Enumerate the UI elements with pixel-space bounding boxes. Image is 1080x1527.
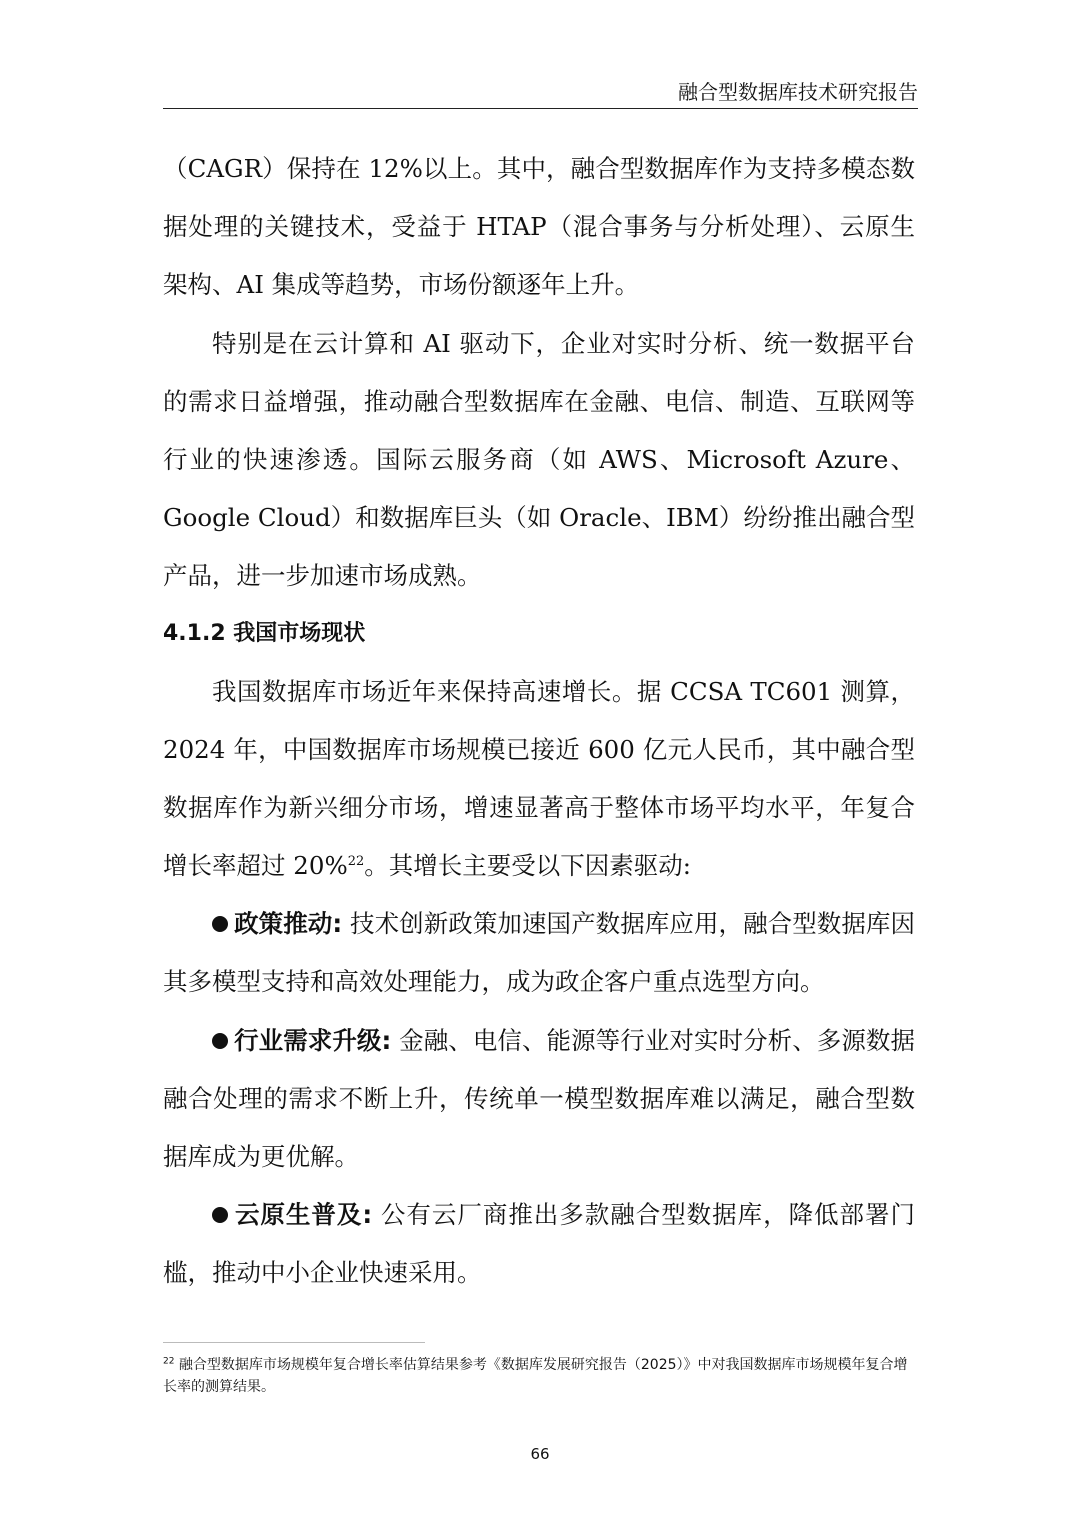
bullet-term: 行业需求升级: — [234, 1026, 392, 1055]
paragraph-china-market-text: 我国数据库市场近年来保持高速增长。据 CCSA TC601 测算，2024 年，中国数据库市场规模已接近 600 亿元人民币，其中融合型数据库作为新兴细分市场，增速显著高于整体市场平均水平，年复合增长率超过 20% — [163, 677, 915, 880]
section-heading: 4.1.2 我国市场现状 — [163, 621, 366, 646]
bullet-icon — [212, 916, 228, 932]
bullet-text: 金融、电信、能源等行业对实时分析、多源数据融合处理的需求不断上升，传统单一模型数据库难以满足，融合型数据库成为更优解。 — [163, 1026, 915, 1171]
bullet-text: 公有云厂商推出多款融合型数据库，降低部署门槛，推动中小企业快速采用。 — [163, 1200, 915, 1287]
footnote-text: 融合型数据库市场规模年复合增长率估算结果参考《数据库发展研究报告（2025）》中对我国数据库市场规模年复合增长率的测算结果。 — [163, 1357, 908, 1395]
paragraph-china-market — [163, 663, 915, 895]
report-title: 融合型数据库技术研究报告 — [678, 80, 918, 104]
bullet-icon — [212, 1033, 228, 1049]
bullet-item — [163, 1012, 915, 1186]
paragraph-cloud-ai: 特别是在云计算和 AI 驱动下，企业对实时分析、统一数据平台的需求日益增强，推动融合型数据库在金融、电信、制造、互联网等行业的快速渗透。国际云服务商（如 AWS、Microsoft Azure、Google Cloud）和数据库巨头（如 Oracle、IBM）纷纷推出融合型产品，进一步加速市场成熟。 — [163, 329, 915, 590]
paragraph-market-growth: （CAGR）保持在 12%以上。其中，融合型数据库作为支持多模态数据处理的关键技术，受益于 HTAP（混合事务与分析处理）、云原生架构、AI 集成等趋势，市场份额逐年上升。 — [163, 154, 915, 299]
paragraph-china-market-tail: 。其增长主要受以下因素驱动: — [364, 851, 692, 880]
bullet-term: 政策推动: — [234, 909, 343, 938]
bullet-item — [163, 895, 915, 1011]
page-number: 66 — [530, 1445, 550, 1463]
bullet-icon — [212, 1207, 228, 1223]
footnote-reference[interactable]: 22 — [347, 853, 365, 869]
footnote-divider — [163, 1342, 425, 1343]
footnote-marker: 22 — [163, 1356, 175, 1367]
bullet-term: 云原生普及: — [234, 1200, 373, 1229]
bullet-text: 技术创新政策加速国产数据库应用，融合型数据库因其多模型支持和高效处理能力，成为政企客户重点选型方向。 — [163, 909, 915, 996]
footnote — [163, 1354, 915, 1398]
bullet-item — [163, 1186, 915, 1302]
running-header — [163, 78, 918, 109]
